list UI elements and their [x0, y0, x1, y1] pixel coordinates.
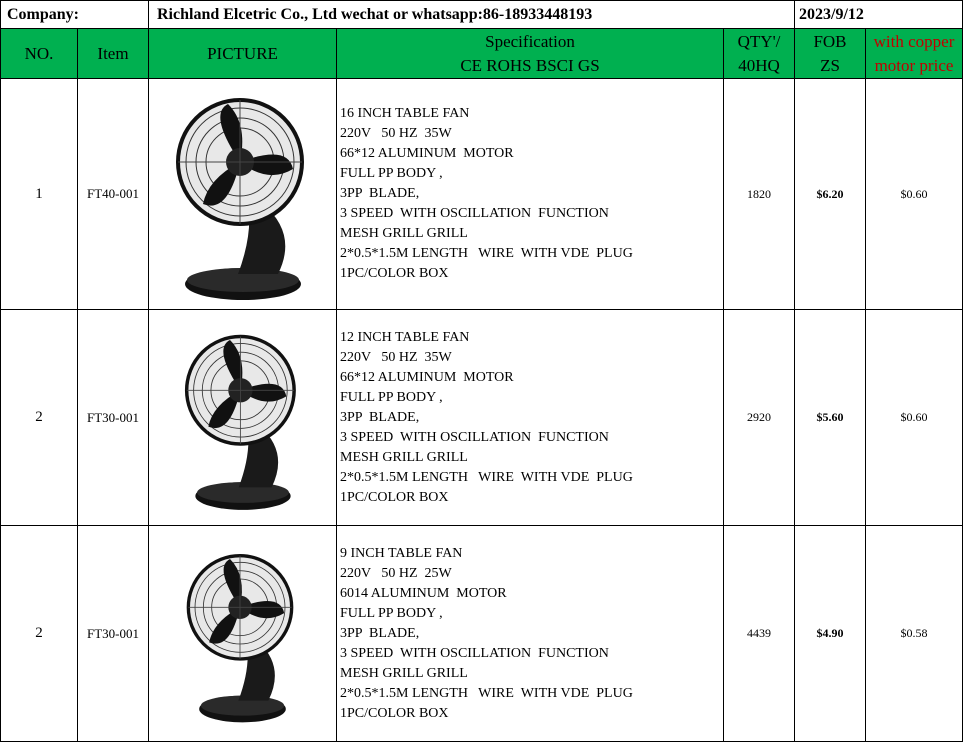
col-header-qty-line2: 40HQ [738, 55, 780, 75]
col-header-no: NO. [1, 29, 78, 79]
spec-line: MESH GRILL GRILL [340, 665, 468, 681]
copper-motor-price: $0.60 [866, 310, 963, 526]
row-number: 2 [1, 526, 78, 742]
spec-cell [337, 310, 724, 526]
spec-line: FULL PP BODY , [340, 605, 443, 621]
spec-line: 3 SPEED WITH OSCILLATION FUNCTION [340, 645, 609, 661]
spec-line: FULL PP BODY , [340, 166, 443, 181]
spec-line: 3PP BLADE, [340, 625, 420, 641]
quote-date: 2023/9/12 [795, 1, 963, 29]
quantity-40hq: 2920 [724, 310, 795, 526]
col-header-qty-line1: QTY'/ [737, 31, 781, 51]
col-header-copper-line2: motor price [874, 55, 954, 75]
col-header-fob-line2: ZS [820, 55, 840, 75]
col-header-spec-certs: CE ROHS BSCI GS [460, 55, 600, 75]
spec-line: 6014 ALUMINUM MOTOR [340, 585, 507, 601]
table-fan-icon [180, 534, 305, 734]
product-picture [149, 310, 337, 526]
table-fan-icon [168, 84, 318, 304]
spec-line: 220V 50 HZ 35W [340, 349, 452, 365]
col-header-picture: PICTURE [149, 29, 337, 79]
table-fan-icon [178, 318, 308, 518]
company-info-row [1, 1, 963, 29]
product-picture [149, 79, 337, 310]
table-row [1, 526, 963, 742]
spec-line: 9 INCH TABLE FAN [340, 545, 463, 561]
col-header-fob-line1: FOB [813, 31, 847, 51]
table-row [1, 79, 963, 310]
spec-cell [337, 79, 724, 310]
item-code: FT30-001 [78, 310, 149, 526]
company-name: Richland Elcetric Co., Ltd wechat or whatsapp:86-18933448193 [149, 1, 795, 29]
quantity-40hq: 4439 [724, 526, 795, 742]
col-header-qty [724, 29, 795, 79]
spec-line: 1PC/COLOR BOX [340, 705, 449, 721]
spec-cell [337, 526, 724, 742]
col-header-spec [337, 29, 724, 79]
spec-line: 2*0.5*1.5M LENGTH WIRE WITH VDE PLUG [340, 469, 633, 485]
spec-line: 3PP BLADE, [340, 186, 420, 201]
spec-line: 66*12 ALUMINUM MOTOR [340, 146, 514, 161]
spec-line: FULL PP BODY , [340, 389, 443, 405]
spec-line: 3PP BLADE, [340, 409, 420, 425]
fob-price: $5.60 [795, 310, 866, 526]
spec-line: MESH GRILL GRILL [340, 226, 468, 241]
row-number: 2 [1, 310, 78, 526]
quantity-40hq: 1820 [724, 79, 795, 310]
spec-line: 66*12 ALUMINUM MOTOR [340, 369, 514, 385]
company-label: Company: [1, 1, 149, 29]
fob-price: $6.20 [795, 79, 866, 310]
spec-line: 220V 50 HZ 35W [340, 126, 452, 141]
col-header-fob [795, 29, 866, 79]
col-header-copper [866, 29, 963, 79]
spec-line: 3 SPEED WITH OSCILLATION FUNCTION [340, 206, 609, 221]
row-number: 1 [1, 79, 78, 310]
spec-line: 16 INCH TABLE FAN [340, 106, 470, 121]
copper-motor-price: $0.58 [866, 526, 963, 742]
spec-line: 3 SPEED WITH OSCILLATION FUNCTION [340, 429, 609, 445]
column-header-row [1, 29, 963, 79]
col-header-spec-title: Specification [485, 31, 575, 51]
spec-line: 2*0.5*1.5M LENGTH WIRE WITH VDE PLUG [340, 685, 633, 701]
spec-line: 2*0.5*1.5M LENGTH WIRE WITH VDE PLUG [340, 246, 633, 261]
spec-line: 12 INCH TABLE FAN [340, 329, 470, 345]
fob-price: $4.90 [795, 526, 866, 742]
spec-line: 1PC/COLOR BOX [340, 266, 449, 281]
item-code: FT30-001 [78, 526, 149, 742]
copper-motor-price: $0.60 [866, 79, 963, 310]
item-code: FT40-001 [78, 79, 149, 310]
spec-line: MESH GRILL GRILL [340, 449, 468, 465]
spec-line: 220V 50 HZ 25W [340, 565, 452, 581]
table-row [1, 310, 963, 526]
product-picture [149, 526, 337, 742]
col-header-item: Item [78, 29, 149, 79]
col-header-copper-line1: with copper [873, 31, 955, 51]
spec-line: 1PC/COLOR BOX [340, 489, 449, 505]
